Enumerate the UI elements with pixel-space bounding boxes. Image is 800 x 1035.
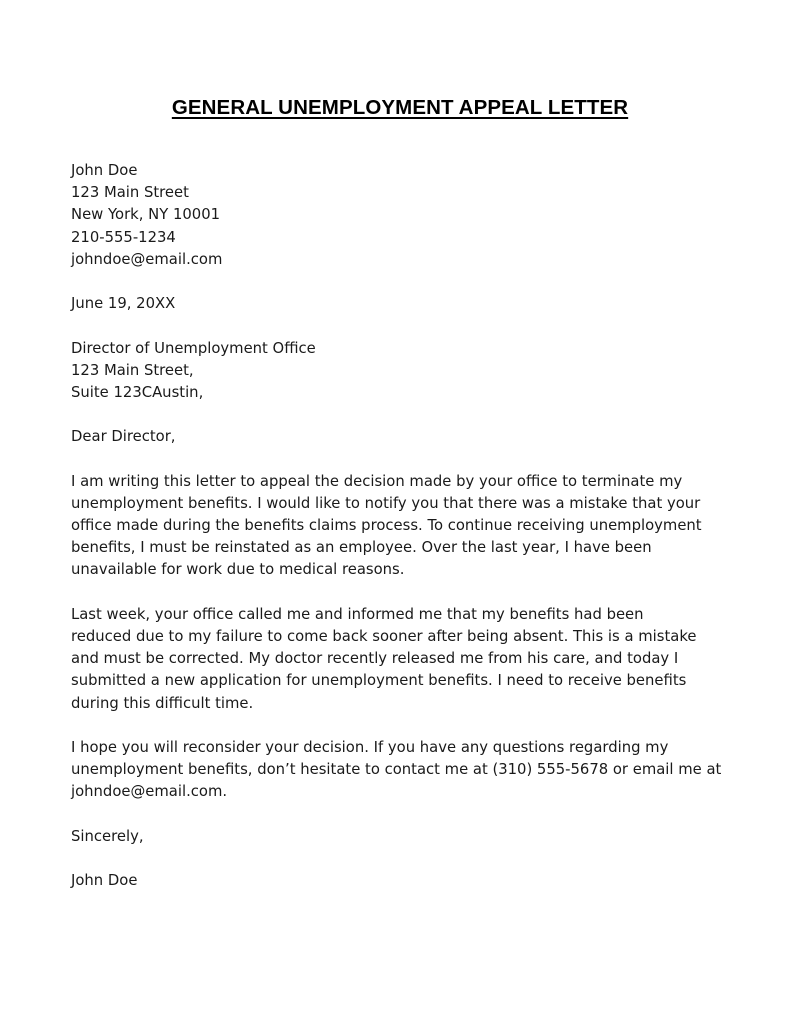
paragraph-line: submitted a new application for unemployment benefits. I need to receive benefits bbox=[71, 672, 687, 690]
sender-city-state-zip: New York, NY 10001 bbox=[71, 206, 221, 224]
letter-body bbox=[71, 160, 771, 892]
paragraph-line: office made during the benefits claims process. To continue receiving unemployment bbox=[71, 517, 702, 534]
paragraph-line: Last week, your office called me and informed me that my benefits had been bbox=[71, 605, 644, 623]
paragraph-line: benefits, I must be reinstated as an employee. Over the last year, I have been bbox=[71, 539, 652, 557]
sender-phone: 210-555-1234 bbox=[71, 228, 176, 246]
sender-block bbox=[71, 160, 771, 271]
paragraph-line: reduced due to my failure to come back sooner after being absent. This is a mistake bbox=[71, 627, 697, 645]
sender-name: John Doe bbox=[71, 162, 138, 179]
paragraph-line: unavailable for work due to medical reasons. bbox=[71, 561, 405, 579]
paragraph-2 bbox=[71, 604, 771, 715]
recipient-suite-city: Suite 123CAustin, bbox=[71, 383, 204, 401]
signature-name: John Doe bbox=[71, 872, 138, 889]
paragraph-3 bbox=[71, 737, 771, 804]
paragraph-line: and must be corrected. My doctor recently released me from his care, and today I bbox=[71, 650, 679, 668]
paragraph-line: unemployment benefits, don’t hesitate to contact me at (310) 555-5678 or email me at bbox=[71, 761, 722, 779]
paragraph-line: johndoe@email.com. bbox=[71, 783, 228, 801]
paragraph-line: I hope you will reconsider your decision. If you have any questions regarding my bbox=[71, 738, 669, 756]
paragraph-line: unemployment benefits. I would like to notify you that there was a mistake that your bbox=[71, 494, 701, 512]
salutation: Dear Director, bbox=[71, 428, 176, 446]
paragraph-1 bbox=[71, 471, 771, 582]
closing: Sincerely, bbox=[71, 827, 144, 845]
paragraph-line: during this difficult time. bbox=[71, 694, 254, 712]
recipient-title: Director of Unemployment Office bbox=[71, 339, 316, 357]
letter-date: June 19, 20XX bbox=[71, 295, 176, 313]
recipient-street: 123 Main Street, bbox=[71, 361, 194, 379]
recipient-block bbox=[71, 338, 771, 405]
sender-email: johndoe@email.com bbox=[71, 250, 223, 268]
paragraph-line: I am writing this letter to appeal the decision made by your office to terminate my bbox=[71, 472, 683, 490]
document-title: GENERAL UNEMPLOYMENT APPEAL LETTER bbox=[171, 96, 629, 119]
sender-street: 123 Main Street bbox=[71, 184, 189, 202]
